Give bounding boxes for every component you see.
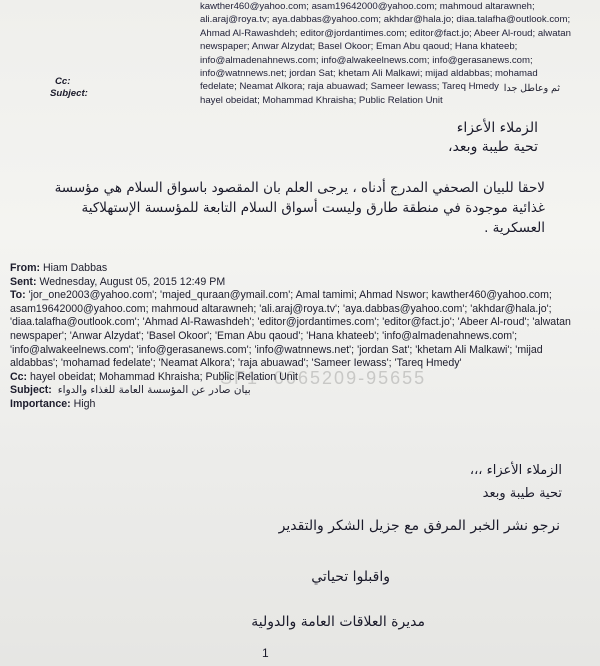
to-continuation: asam19642000@yahoo.com; mahmoud altarawneh; 'ali.araj@roya.tv'; 'aya.dabbas@yahoo.com'; 'akhdar@hala.jo';	[10, 302, 552, 315]
recipient-line: info@watnnews.net; jordan Sat; khetam Ali Malkawi; mijad aldabbas; mohamad	[200, 68, 538, 80]
recipient-line: newspaper; Anwar Alzydat; Basel Okoor; Eman Abu qaoud; Hana khateeb;	[200, 41, 518, 53]
closing-line: واقبلوا تحياتي	[311, 569, 390, 585]
recipient-line: Ahmad Al-Rawashdeh; editor@jordantimes.com; editor@fact.jo; Abeer Al-roud; alwatan	[200, 27, 571, 39]
to-value: 'jor_one2003@yahoo.com'; 'majed_quraan@ymail.com'; Amal tamimi; Ahmad Nswor; kawther460@yahoo.com;	[28, 289, 552, 302]
sent-value: Wednesday, August 05, 2015 12:49 PM	[39, 275, 226, 288]
greeting: الزملاء الأعزاء ،،،	[469, 463, 562, 478]
recipient-line: hayel obeidat; Mohammad Khraisha; Public Relation Unit	[200, 94, 443, 106]
recipient-line: ali.araj@roya.tv; aya.dabbas@yahoo.com; akhdar@hala.jo; diaa.talafha@outlook.com;	[200, 14, 571, 26]
greeting-line-2: تحية طيبة وبعد	[482, 486, 562, 501]
from-label: From:	[10, 262, 41, 274]
to-continuation: newspaper'; 'Anwar Alzydat'; 'Basel Okoor'; 'Eman Abu qaoud'; 'Hana khateeb'; 'info@almadenahnews.com';	[10, 329, 518, 342]
page-number: 1	[262, 646, 269, 660]
greeting: الزملاء الأعزاء	[456, 120, 538, 136]
recipient-line: info@almadenahnews.com; info@alwakeelnews.com; info@gerasanews.com;	[200, 54, 533, 66]
importance-label: Importance:	[10, 397, 71, 410]
cc-label: Cc:	[55, 76, 71, 87]
from-value: Hiam Dabbas	[42, 262, 108, 274]
message-body: لاحقا للبيان الصحفي المدرج أدناه ، يرجى العلم بان المقصود باسواق السلام هي مؤسسة غذائية موجودة في منطقة طارق وليست أسواق السلام التابعة للمؤسسة الإستهلاكية العسكرية .	[54, 180, 545, 236]
to-continuation: aldabbas'; 'mohamad fedelate'; 'Neamat Alkora'; 'raja abuawad'; 'Sameer Iewass'; 'Tareq Hmedy'	[10, 357, 462, 370]
subject-label: Subject:	[10, 384, 52, 397]
greeting-line-2: تحية طيبة وبعد،	[448, 139, 538, 155]
signature-title: مديرة العلاقات العامة والدولية	[251, 614, 425, 630]
message-body: نرجو نشر الخبر المرفق مع جزيل الشكر والتقدير	[278, 518, 560, 534]
sent-label: Sent:	[10, 275, 37, 288]
subject-arabic-fragment: ثم وعاطل جدا	[503, 83, 560, 94]
subject-value: بيان صادر عن المؤسسة العامة للغذاء والدواء	[57, 384, 251, 397]
subject-label: Subject:	[50, 88, 88, 99]
recipient-line: kawther460@yahoo.com; asam19642000@yahoo.com; mahmoud altarawneh;	[200, 1, 535, 12]
forwarded-email-header	[0, 262, 600, 412]
cc-label: Cc:	[10, 370, 28, 383]
to-continuation: 'diaa.talafha@outlook.com'; 'Ahmad Al-Rawashdeh'; 'editor@jordantimes.com'; 'editor@fact.jo'; 'Abeer Al-roud'; 'alwatan	[10, 316, 571, 329]
cc-value: hayel obeidat; Mohammad Khraisha; Public Relation Unit	[30, 370, 298, 383]
to-continuation: 'info@alwakeelnews.com'; 'info@gerasanews.com'; 'info@watnnews.net'; 'jordan Sat'; 'khetam Ali Malkawi'; 'mijad	[10, 343, 543, 356]
to-label: To:	[10, 289, 26, 302]
faint-watermark: SF1- 0065209-95655	[220, 368, 427, 388]
recipient-line: fedelate; Neamat Alkora; raja abuawad; Sameer Iewass; Tareq Hmedy	[200, 81, 499, 93]
importance-value: High	[73, 397, 96, 410]
